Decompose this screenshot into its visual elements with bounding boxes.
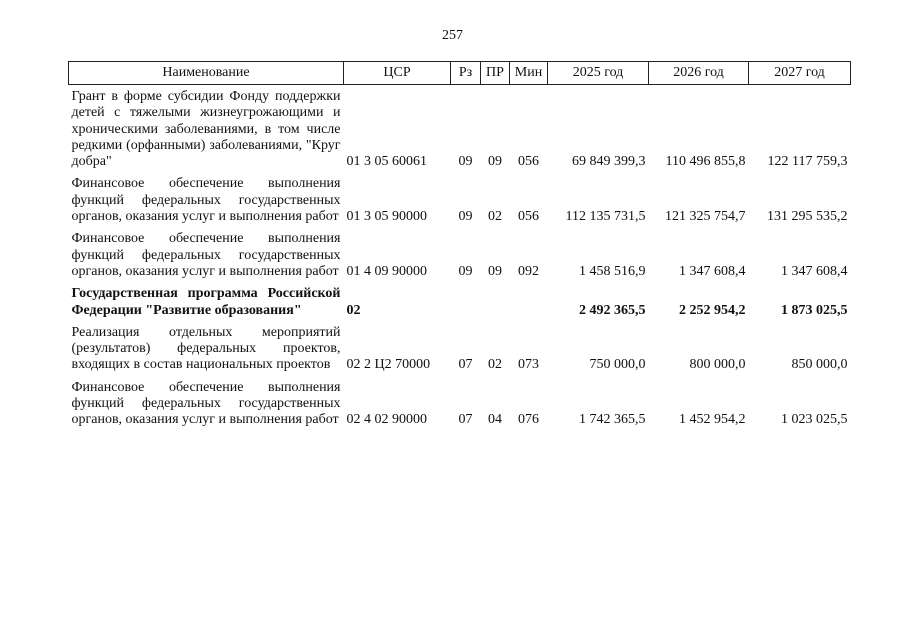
table-row-program — [69, 286, 851, 325]
header-csr: ЦСР — [344, 62, 451, 85]
row-2027: 850 000,0 — [791, 357, 848, 373]
row-2026: 2 252 954,2 — [679, 302, 746, 318]
row-name: Государственная программа Российской Федерации "Развитие образования" — [71, 286, 341, 318]
row-min: 092 — [518, 263, 539, 279]
row-2025: 1 742 365,5 — [579, 412, 646, 428]
table-row — [69, 85, 851, 177]
row-rz: 07 — [458, 412, 473, 428]
row-min — [510, 286, 548, 325]
row-pr: 09 — [488, 154, 502, 170]
header-pr: ПР — [481, 62, 510, 85]
row-2025: 1 458 516,9 — [579, 263, 646, 279]
table-row — [69, 325, 851, 380]
row-2027: 122 117 759,3 — [767, 154, 848, 170]
table-row — [69, 380, 851, 435]
row-name: Финансовое обеспечение выполнения функций федеральных государственных органов, оказания услуг и выполнения работ — [71, 379, 341, 428]
header-2025: 2025 год — [548, 62, 649, 85]
row-min: 056 — [518, 154, 539, 170]
row-2025: 112 135 731,5 — [565, 209, 646, 225]
row-name: Реализация отдельных мероприятий (результатов) федеральных проектов, входящих в состав национальных проектов — [71, 324, 341, 373]
row-rz: 09 — [458, 154, 473, 170]
row-name: Финансовое обеспечение выполнения функций федеральных государственных органов, оказания услуг и выполнения работ — [71, 231, 341, 279]
row-csr: 01 3 05 60061 — [346, 154, 427, 170]
row-name: Финансовое обеспечение выполнения функций федеральных государственных органов, оказания услуг и выполнения работ — [71, 176, 341, 225]
row-2026: 1 347 608,4 — [679, 263, 746, 279]
row-rz: 09 — [458, 209, 473, 225]
row-csr: 01 4 09 90000 — [346, 263, 427, 279]
row-pr: 02 — [488, 357, 502, 373]
row-2027: 1 347 608,4 — [781, 263, 848, 279]
row-2025: 750 000,0 — [589, 357, 646, 373]
row-min: 076 — [518, 412, 539, 428]
row-2025: 69 849 399,3 — [572, 154, 646, 170]
row-pr: 09 — [488, 263, 502, 279]
row-rz: 09 — [458, 263, 473, 279]
row-min: 073 — [518, 357, 539, 373]
header-name: Наименование — [69, 62, 344, 85]
row-pr: 04 — [488, 412, 502, 428]
header-rz: Рз — [451, 62, 481, 85]
table-row — [69, 231, 851, 286]
budget-table — [68, 61, 851, 435]
row-2026: 110 496 855,8 — [665, 154, 746, 170]
row-rz — [451, 286, 481, 325]
header-2027: 2027 год — [749, 62, 851, 85]
row-pr — [481, 286, 510, 325]
page-number: 257 — [442, 28, 463, 43]
row-2027: 131 295 535,2 — [767, 209, 848, 225]
table-header-row — [69, 62, 851, 85]
row-pr: 02 — [488, 209, 502, 225]
row-2027: 1 023 025,5 — [781, 412, 848, 428]
row-2027: 1 873 025,5 — [781, 302, 848, 318]
row-csr: 02 2 Ц2 70000 — [346, 357, 431, 373]
header-2026: 2026 год — [649, 62, 749, 85]
header-min: Мин — [510, 62, 548, 85]
row-rz: 07 — [458, 357, 473, 373]
row-csr: 01 3 05 90000 — [346, 209, 427, 225]
table-row — [69, 176, 851, 231]
row-name: Грант в форме субсидии Фонду поддержки детей с тяжелыми жизнеугрожающими и хроническими заболеваниями, в том числе редкими (орфанными) заболеваниями, "Круг добра" — [71, 89, 341, 170]
row-csr: 02 — [346, 302, 361, 318]
row-2026: 121 325 754,7 — [665, 209, 746, 225]
row-2026: 800 000,0 — [689, 357, 746, 373]
row-csr: 02 4 02 90000 — [346, 412, 427, 428]
row-2025: 2 492 365,5 — [579, 302, 646, 318]
row-2026: 1 452 954,2 — [679, 412, 746, 428]
row-min: 056 — [518, 209, 539, 225]
